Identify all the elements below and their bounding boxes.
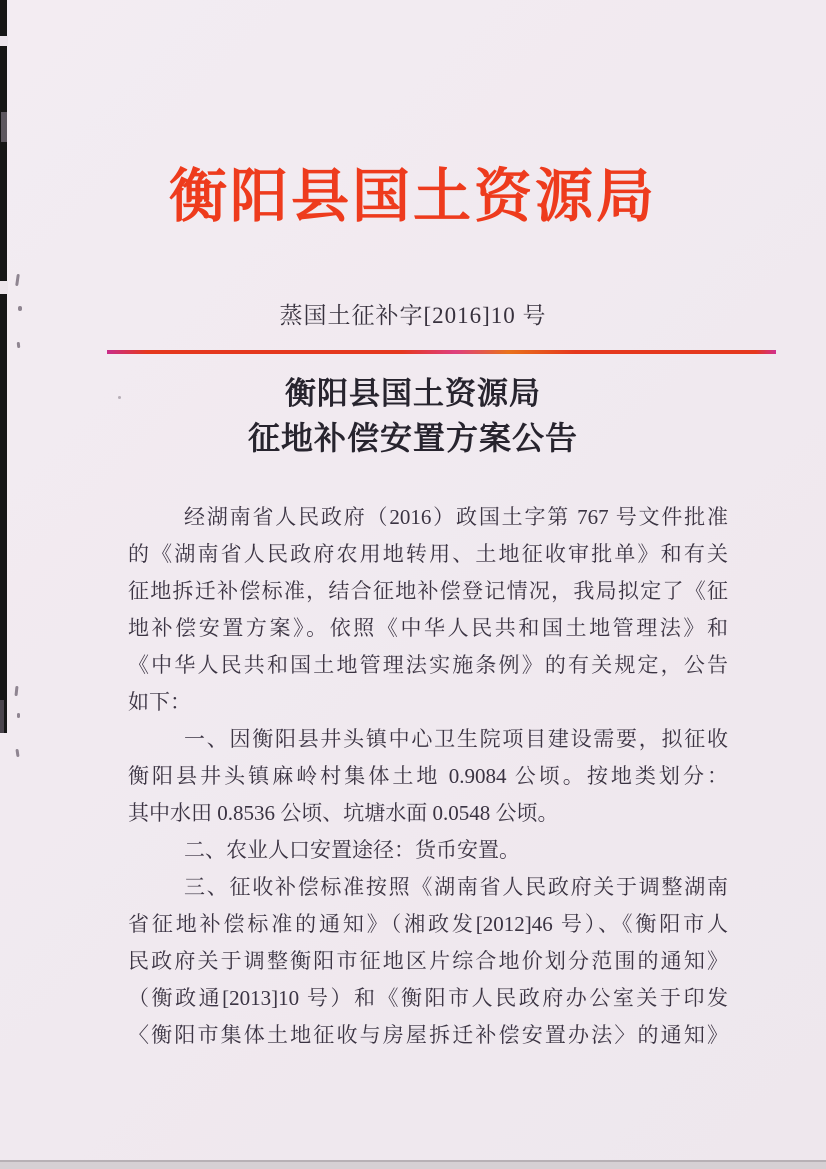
scan-artifact-speck (15, 749, 19, 757)
body-line: 《中华人民共和国土地管理法实施条例》的有关规定，公告 (128, 653, 728, 677)
body-line: 省征地补偿标准的通知》（湘政发[2012]46 号）、《衡阳市人 (128, 912, 728, 936)
scan-artifact-speck (17, 713, 20, 718)
announcement-title-line2: 征地补偿安置方案公告 (247, 420, 578, 456)
scan-artifact-speck (18, 306, 22, 311)
body-line: （衡政通[2013]10 号）和《衡阳市人民政府办公室关于印发 (128, 986, 728, 1010)
scan-artifact-notch (0, 281, 8, 294)
scan-artifact-left-edge-strip (0, 0, 7, 733)
body-line: 衡阳县井头镇麻岭村集体土地 0.9084 公顷。按地类划分： (128, 764, 728, 788)
body-line: 经湖南省人民政府（2016）政国土字第 767 号文件批准 (184, 505, 728, 529)
body-line: 征地拆迁补偿标准，结合征地补偿登记情况，我局拟定了《征 (128, 579, 728, 603)
body-line: 民政府关于调整衡阳市征地区片综合地价划分范围的通知》 (128, 949, 728, 973)
announcement-title-line1: 衡阳县国土资源局 (285, 376, 541, 411)
document-number: 蒸国土征补字[2016]10 号 (279, 303, 547, 328)
scan-artifact-notch (0, 700, 4, 733)
body-line: 三、征收补偿标准按照《湖南省人民政府关于调整湖南 (184, 875, 728, 899)
scan-artifact-notch (1, 112, 7, 142)
body-line: 的《湖南省人民政府农用地转用、土地征收审批单》和有关 (128, 542, 728, 566)
scan-artifact-speck (17, 342, 21, 348)
letterhead-agency-title: 衡阳县国土资源局 (168, 164, 657, 229)
body-line: 二、农业人口安置途径：货币安置。 (184, 838, 520, 862)
body-line: 地补偿安置方案》。依照《中华人民共和国土地管理法》和 (128, 616, 728, 640)
body-line: 如下： (128, 690, 191, 714)
body-line: 〈衡阳市集体土地征收与房屋拆迁补偿安置办法〉的通知》 (128, 1023, 728, 1047)
body-line: 其中水田 0.8536 公顷、坑塘水面 0.0548 公顷。 (128, 801, 559, 825)
letterhead-divider-rule (107, 350, 776, 354)
scan-artifact-bottom-edge (0, 1160, 826, 1169)
body-line: 一、因衡阳县井头镇中心卫生院项目建设需要，拟征收 (184, 727, 728, 751)
scan-artifact-notch (0, 36, 8, 46)
scan-artifact-speck (118, 396, 121, 399)
scan-artifact-speck (15, 274, 20, 286)
announcement-title (0, 372, 826, 461)
scan-artifact-speck (14, 686, 18, 696)
body-lines (128, 499, 728, 1054)
